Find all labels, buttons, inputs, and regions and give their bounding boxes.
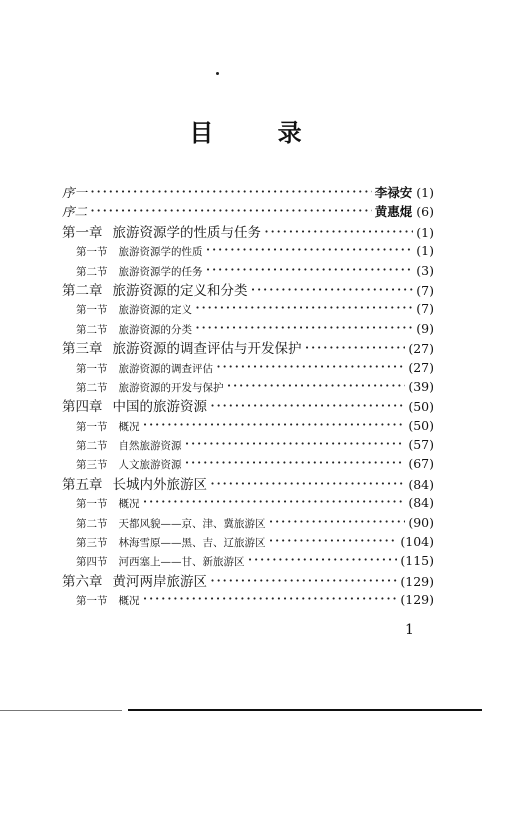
toc-entry-page: (6) [416,204,434,220]
toc-entry-number: 第四章 [62,399,103,415]
toc-entry-title: 旅游资源的开发与保护 [118,381,224,394]
toc-entry-title: 旅游资源的调查评估与开发保护 [112,341,302,357]
toc-entry-number: 第三节 [76,537,108,550]
toc-entry-number: 第一节 [76,246,108,259]
dot-leader [264,222,413,240]
toc-entry-section [62,415,434,434]
toc-entry-label [62,438,182,453]
toc-entry-section [62,357,434,376]
toc-entry-number: 第二节 [76,440,108,453]
toc-entry-number: 第二章 [62,282,103,299]
toc-entry-title: 河西塞上——甘、新旅游区 [118,556,245,569]
table-of-contents [62,182,434,609]
toc-entry-page: (50) [408,399,434,415]
toc-entry-label [62,244,203,259]
dot-leader [248,550,398,569]
toc-entry-title: 林海雪原——黑、吉、辽旅游区 [118,537,266,550]
dot-leader [185,453,406,472]
toc-entry-label [62,535,266,550]
toc-entry-title: 黄河两岸旅游区 [112,573,207,590]
dot-leader [143,492,406,511]
toc-entry-section [62,298,434,317]
footer-rule-thin [0,710,122,711]
dot-leader [305,338,406,356]
toc-entry-page: (39) [408,378,434,394]
toc-entry-title: 旅游资源的调查评估 [118,362,213,375]
toc-entry-page: (67) [408,456,434,472]
dot-leader [143,589,398,608]
toc-entry-label [62,380,224,395]
toc-entry-number: 第二节 [76,517,108,530]
dot-leader [143,415,406,434]
toc-entry-section [62,512,434,531]
toc-entry-chapter [62,337,434,356]
toc-entry-chapter [62,570,434,589]
toc-entry-label [62,322,192,337]
toc-entry-title: 人文旅游资源 [118,459,182,472]
toc-entry-page: (7) [416,301,434,317]
toc-entry-title: 旅游资源学的任务 [118,265,203,278]
toc-entry-page: (50) [408,417,434,433]
toc-entry-label [62,361,213,376]
stray-dot-mark [216,72,219,75]
toc-entry-label [62,221,261,240]
toc-entry-xu [62,182,434,201]
footer-rule [128,709,482,711]
toc-entry-page: (129) [400,573,434,589]
toc-entry-title: 旅游资源学的性质与任务 [112,224,261,241]
toc-entry-label [62,264,203,279]
toc-entry-section [62,589,434,608]
dot-leader [90,201,372,220]
toc-entry-label [62,337,302,356]
toc-entry-label [62,183,87,201]
toc-entry-label [62,496,140,511]
toc-entry-page: (1) [416,243,434,259]
toc-entry-title: 长城内外旅游区 [112,476,207,493]
toc-entry-number: 第三节 [76,459,108,472]
dot-leader [269,531,398,550]
toc-entry-page: (27) [408,341,434,357]
toc-entry-number: 第二节 [76,265,108,278]
toc-entry-title: 序二 [62,204,88,220]
toc-entry-title: 概况 [118,420,140,433]
toc-entry-number: 第一章 [62,224,103,241]
toc-entry-page: (90) [408,514,434,530]
toc-entry-page: (129) [400,592,434,608]
toc-entry-page: (84) [408,476,434,492]
toc-entry-number: 第一节 [76,595,108,608]
toc-entry-section [62,434,434,453]
toc-entry-section [62,318,434,337]
toc-entry-label [62,302,192,317]
toc-entry-title: 概况 [118,595,140,608]
dot-leader [210,474,405,492]
toc-entry-section [62,531,434,550]
toc-entry-section [62,492,434,511]
toc-entry-page: (27) [408,359,434,375]
dot-leader [195,318,413,337]
dot-leader [185,434,406,453]
toc-entry-number: 第三章 [62,341,103,357]
toc-entry-label [62,279,248,298]
toc-entry-section [62,260,434,279]
toc-entry-number: 第一节 [76,420,108,433]
dot-leader [210,571,397,589]
toc-entry-section [62,550,434,569]
toc-entry-xu [62,201,434,220]
toc-entry-page: (104) [400,534,434,550]
toc-entry-page: (115) [400,553,434,569]
toc-entry-chapter [62,395,434,414]
toc-entry-label [62,457,182,472]
toc-entry-title: 旅游资源的分类 [118,323,192,336]
toc-entry-author: 李禄安 [374,185,413,200]
toc-entry-title: 旅游资源学的性质 [118,246,203,259]
toc-entry-number: 第一节 [76,362,108,375]
toc-entry-page: (1) [416,185,434,200]
toc-entry-label [62,202,87,220]
dot-leader [227,376,406,395]
page-number: 1 [405,622,414,638]
toc-entry-number: 第四节 [76,556,108,569]
dot-leader [216,357,405,376]
page-title: 目 录 [189,118,330,147]
dot-leader [90,182,372,201]
toc-entry-page: (9) [416,320,434,336]
toc-entry-label [62,516,266,531]
dot-leader [251,280,414,298]
toc-entry-number: 第二节 [76,323,108,336]
toc-entry-page: (1) [416,224,434,240]
toc-entry-title: 旅游资源的定义和分类 [112,282,248,299]
toc-entry-page: (57) [408,437,434,453]
dot-leader [269,512,406,531]
toc-entry-title: 序一 [62,185,88,200]
dot-leader [206,260,414,279]
toc-entry-chapter [62,279,434,298]
toc-entry-title: 概况 [118,498,140,511]
toc-entry-page: (3) [416,262,434,278]
toc-entry-number: 第二节 [76,381,108,394]
toc-entry-label [62,593,140,608]
toc-entry-title: 中国的旅游资源 [112,399,207,415]
toc-entry-page: (7) [416,282,434,298]
toc-entry-label [62,570,207,589]
dot-leader [195,298,413,317]
toc-entry-label [62,419,140,434]
toc-entry-number: 第六章 [62,573,103,590]
toc-entry-chapter [62,221,434,240]
toc-entry-title: 天都风貌——京、津、冀旅游区 [118,517,266,530]
toc-entry-section [62,240,434,259]
toc-entry-section [62,376,434,395]
dot-leader [210,396,405,414]
toc-entry-number: 第五章 [62,476,103,493]
toc-entry-chapter [62,473,434,492]
toc-entry-title: 旅游资源的定义 [118,304,192,317]
toc-entry-number: 第一节 [76,498,108,511]
toc-entry-author: 黄惠焜 [374,204,413,220]
toc-entry-title: 自然旅游资源 [118,440,182,453]
toc-entry-section [62,453,434,472]
toc-entry-label [62,554,245,569]
toc-entry-number: 第一节 [76,304,108,317]
toc-entry-label [62,473,207,492]
toc-entry-label [62,395,207,414]
toc-entry-page: (84) [408,495,434,511]
dot-leader [206,240,414,259]
